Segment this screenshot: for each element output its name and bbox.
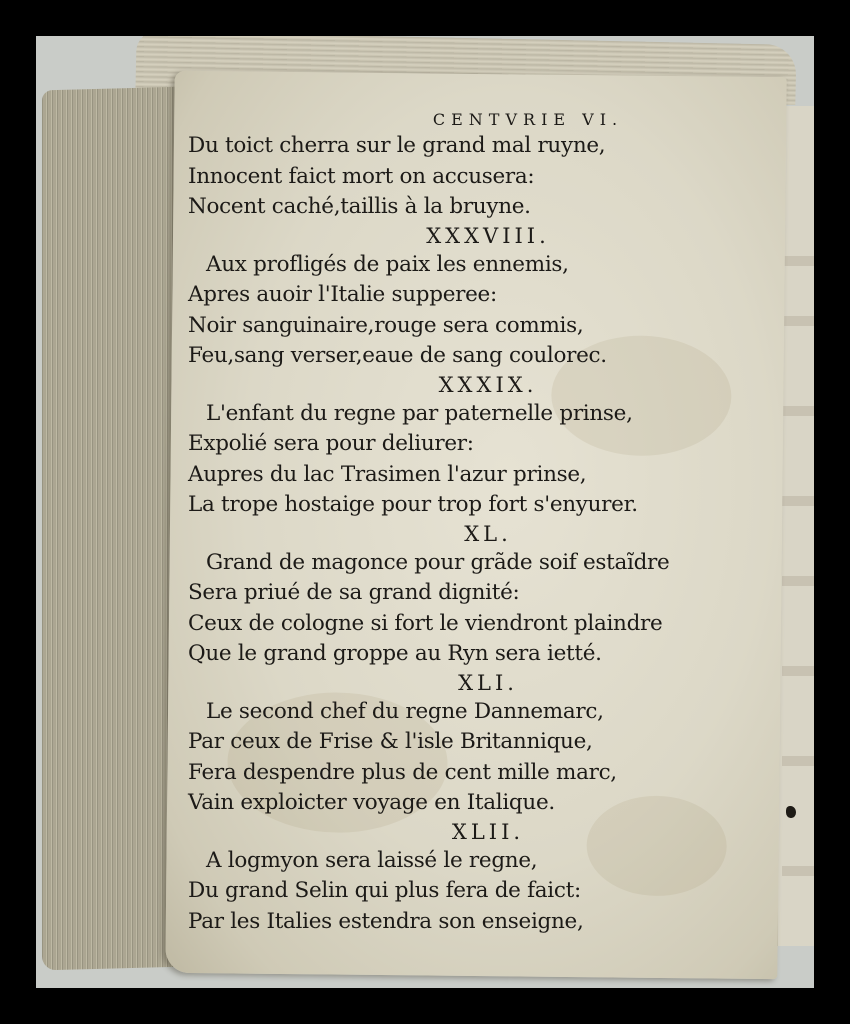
running-header: CENTVRIE VI. (432, 110, 624, 129)
verse-line: Aux profligés de paix les ennemis, (206, 251, 569, 277)
verse-line: Du grand Selin qui plus fera de faict: (188, 878, 581, 903)
verse-line: Le second chef du regne Dannemarc, (206, 698, 604, 724)
verse-line: Apres auoir l'Italie supperee: (188, 282, 497, 307)
stanza (188, 223, 748, 372)
stanza (188, 372, 748, 521)
verse-line: Fera despendre plus de cent mille marc, (188, 759, 617, 785)
stanza (188, 131, 748, 223)
quatrain-number: XLI. (458, 670, 518, 695)
stanza (188, 521, 748, 670)
verse-line: Grand de magonce pour grãde soif estaĩdre (206, 549, 670, 575)
verse-line: Feu,sang verser,eaue de sang coulorec. (188, 343, 607, 368)
verse-line: Expolié sera pour deliurer: (188, 431, 474, 456)
verse-line: Par ceux de Frise & l'isle Britannique, (188, 729, 593, 754)
quatrain-number: XXXIX. (438, 372, 538, 397)
verse-line: Vain exploicter voyage en Italique. (188, 790, 555, 815)
stanza (188, 670, 748, 819)
verse-line: Nocent caché,taillis à la bruyne. (188, 194, 531, 219)
stanza (188, 819, 748, 938)
verse-line: Aupres du lac Trasimen l'azur prinse, (188, 461, 587, 487)
verse-line: Par les Italies estendra son enseigne, (188, 908, 584, 934)
quatrain-number: XLII. (451, 819, 525, 844)
quatrain-number: XL. (464, 521, 512, 546)
verse-line: A logmyon sera laissé le regne, (206, 847, 538, 873)
verse-line: La trope hostaige pour trop fort s'enyurer. (188, 492, 638, 517)
page-text (188, 110, 748, 937)
verse-line: Du toict cherra sur le grand mal ruyne, (188, 133, 606, 158)
verse-line: Ceux de cologne si fort le viendront plaindre (188, 610, 663, 636)
verse-line: Innocent faict mort on accusera: (188, 163, 535, 189)
verse-line: L'enfant du regne par paternelle prinse, (206, 400, 633, 426)
verse-line: Sera priué de sa grand dignité: (188, 580, 520, 605)
verse-line: Noir sanguinaire,rouge sera commis, (188, 312, 584, 338)
quatrain-number: XXXVIII. (426, 223, 550, 248)
verse-line: Que le grand groppe au Ryn sera ietté. (188, 641, 602, 666)
ink-spot (786, 806, 796, 818)
